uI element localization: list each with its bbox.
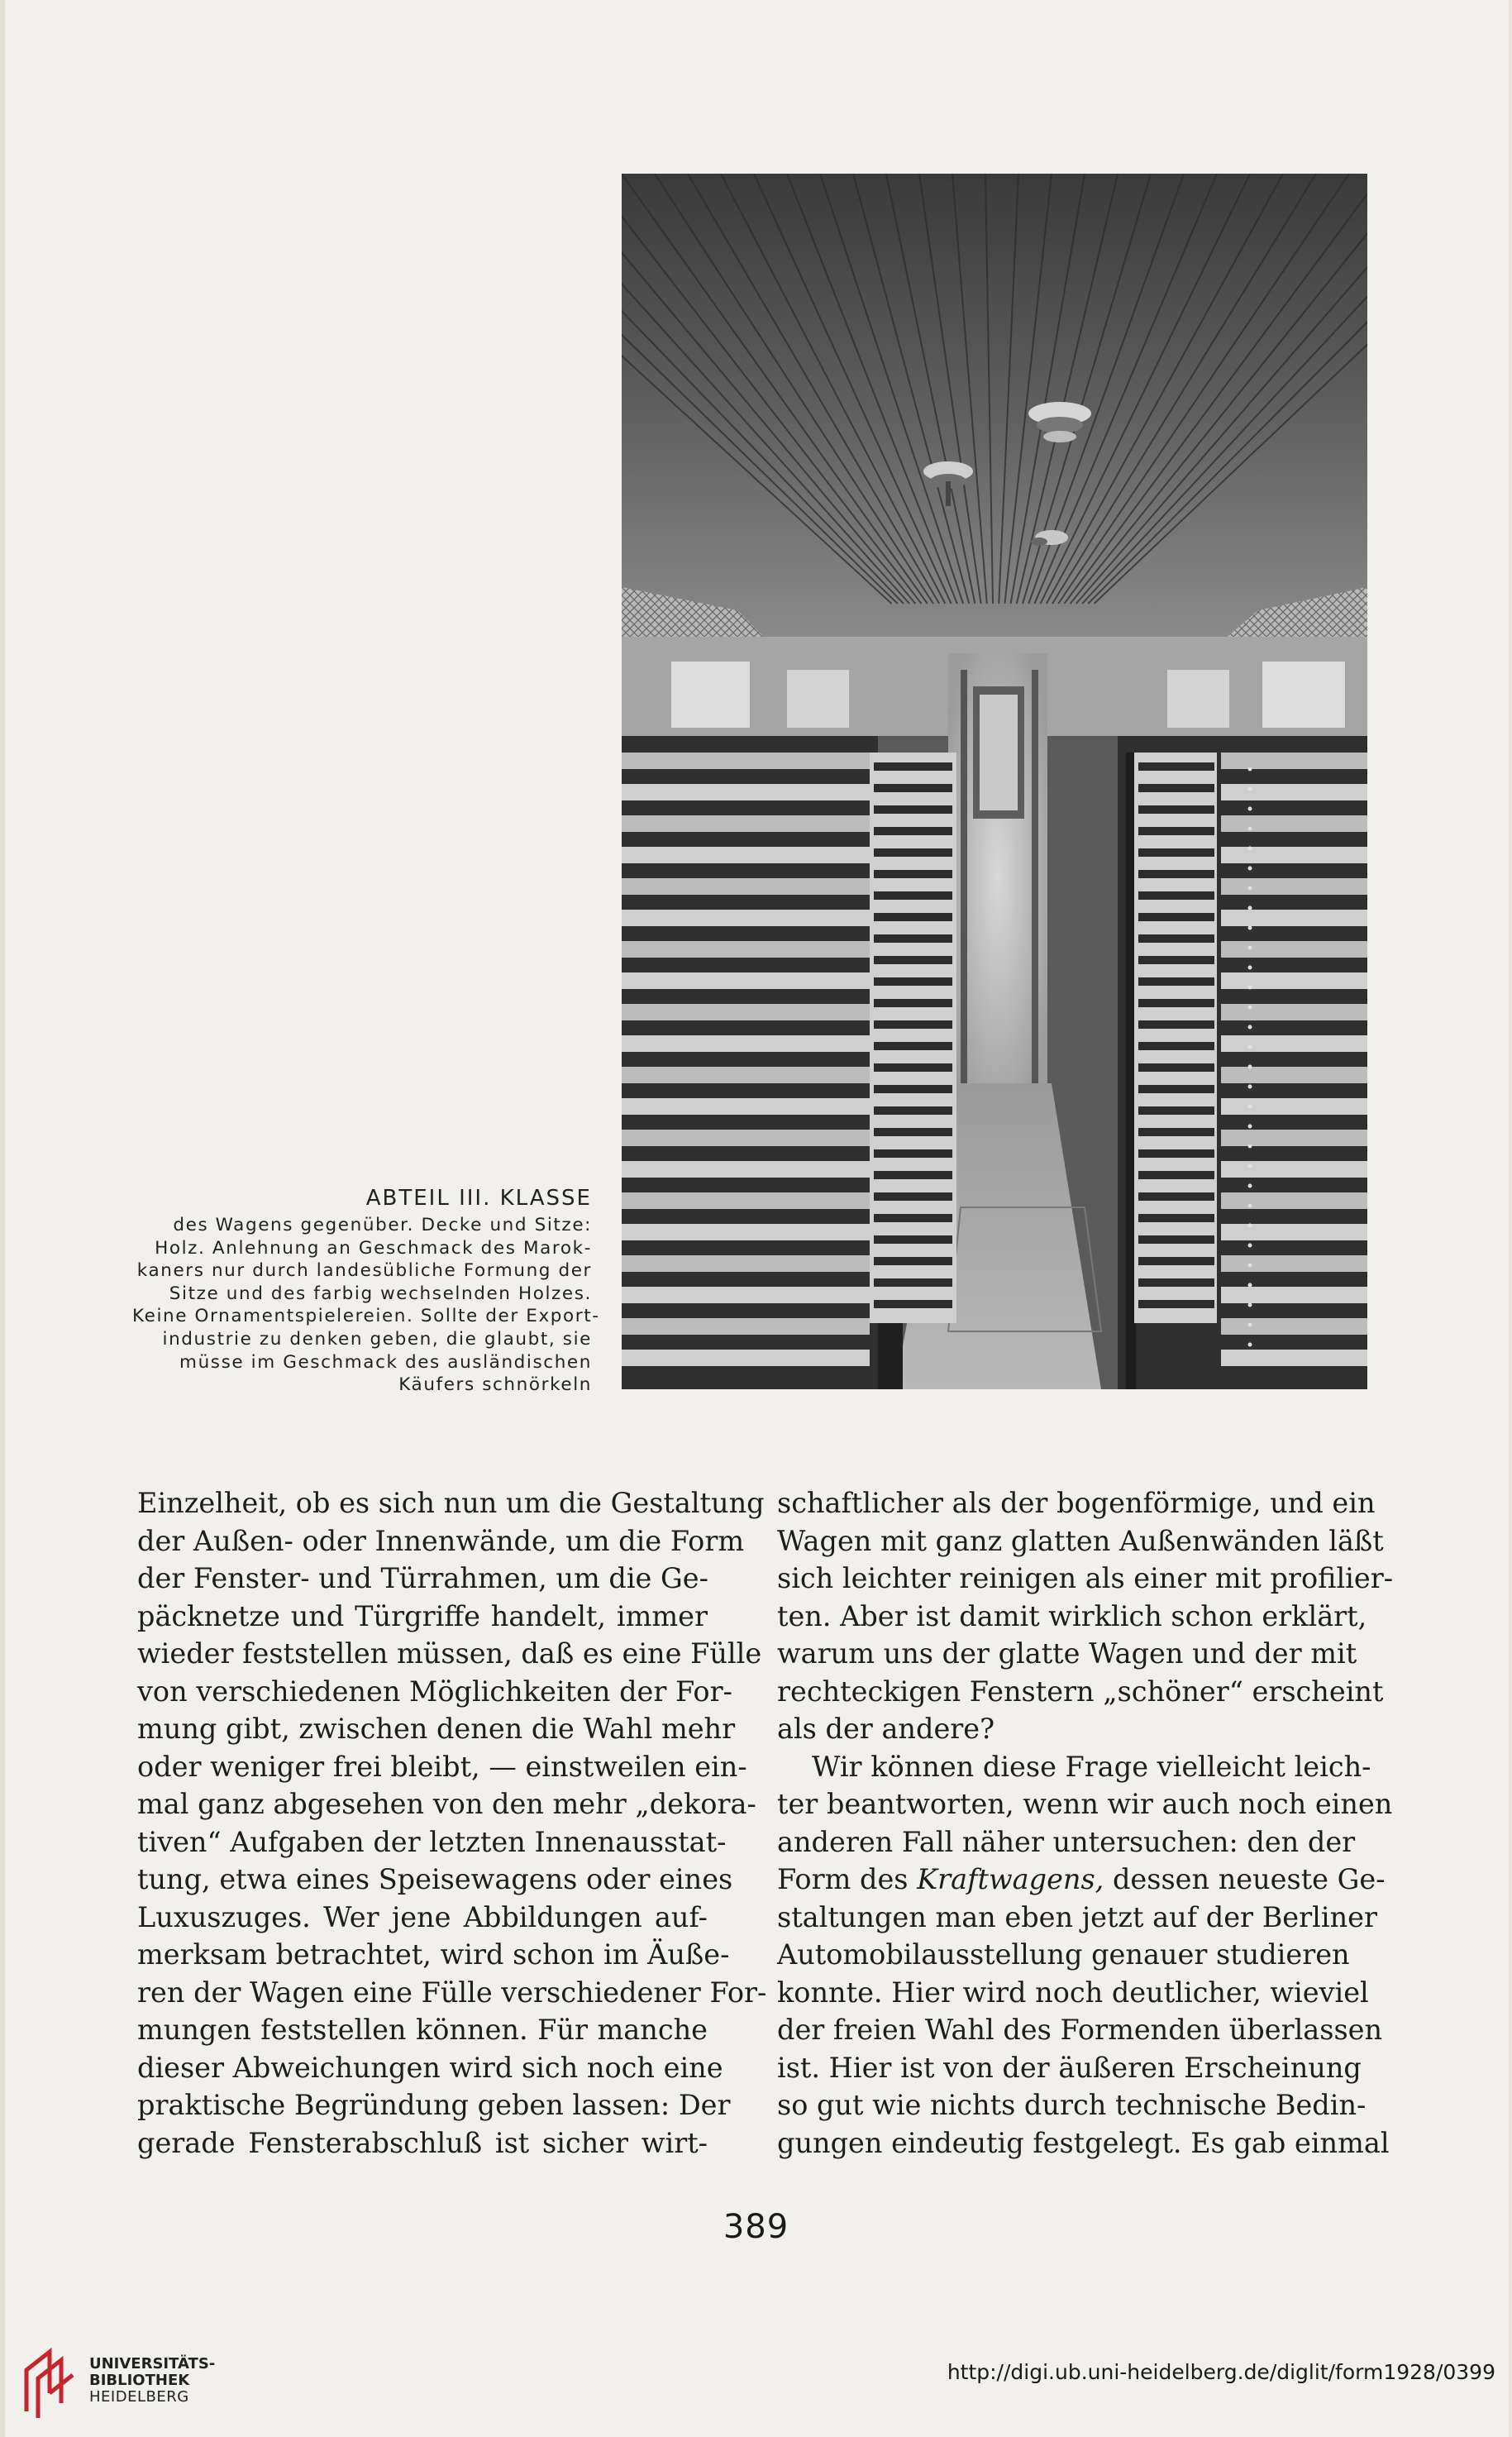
text-line: ren der Wagen eine Fülle verschiedener For- xyxy=(137,1976,767,2009)
caption-line: kaners nur durch landesübliche Formung der xyxy=(136,1260,592,1282)
text-line: schaftlicher als der bogenförmige, und ein xyxy=(777,1487,1376,1519)
text-line: als der andere? xyxy=(777,1713,995,1745)
text-line: der Außen- oder Innenwände, um die Form xyxy=(137,1524,745,1557)
caption-line: Keine Ornamentspielereien. Sollte der Export- xyxy=(132,1306,600,1327)
text-line: Einzelheit, ob es sich nun um die Gestaltung xyxy=(137,1487,765,1519)
caption-line: des Wagens gegenüber. Decke und Sitze: xyxy=(173,1215,592,1235)
caption-line: Käufers schnörkeln xyxy=(398,1374,592,1396)
text-line: merksam betrachtet, wird schon im Äuße- xyxy=(137,1938,730,1971)
text-line: dieser Abweichungen wird sich noch eine xyxy=(137,2051,723,2084)
text-line: der Fenster- und Türrahmen, um die Ge- xyxy=(137,1562,708,1594)
text-line: praktische Begründung geben lassen: Der xyxy=(137,2089,731,2121)
text-line: mungen feststellen können. Für manche xyxy=(137,2014,708,2046)
text-line: Wir können diese Frage vielleicht leich- xyxy=(812,1750,1371,1783)
text-line: tiven“ Aufgaben der letzten Innenausstat- xyxy=(137,1825,727,1858)
text-line: oder weniger frei bleibt, — einstweilen ein- xyxy=(137,1750,747,1783)
text-line: Wagen mit ganz glatten Außenwänden läßt xyxy=(777,1524,1384,1557)
emphasized-word: Kraftwagens, xyxy=(917,1863,1104,1895)
text-line: ten. Aber ist damit wirklich schon erklärt, xyxy=(777,1599,1367,1632)
library-name-line: UNIVERSITÄTS- xyxy=(89,2355,216,2372)
text-line: päcknetze und Türgriffe handelt, immer xyxy=(137,1599,708,1632)
text-fragment: dessen neueste Ge- xyxy=(1104,1863,1386,1895)
text-line: ist. Hier ist von der äußeren Erscheinung xyxy=(777,2051,1362,2084)
text-line: staltungen man eben jetzt auf der Berliner xyxy=(777,1900,1377,1933)
caption-line: müsse im Geschmack des ausländischen xyxy=(179,1351,592,1373)
text-line: ter beantworten, wenn wir auch noch einen xyxy=(777,1788,1393,1820)
text-fragment: Form des xyxy=(777,1863,918,1895)
text-line: wieder feststellen müssen, daß es eine Fülle xyxy=(137,1637,762,1670)
text-line: gungen eindeutig festgelegt. Es gab einmal xyxy=(777,2126,1390,2159)
caption-title: ABTEIL III. KLASSE xyxy=(365,1186,592,1211)
text-line: anderen Fall näher untersuchen: den der xyxy=(777,1825,1356,1858)
text-line: Automobilausstellung genauer studieren xyxy=(777,1938,1350,1971)
text-line: Luxuszuges. Wer jene Abbildungen auf- xyxy=(137,1900,708,1933)
text-line: gerade Fensterabschluß ist sicher wirt- xyxy=(137,2126,708,2159)
text-line: so gut wie nichts durch technische Bedin- xyxy=(777,2089,1367,2121)
source-url-link[interactable]: http://digi.ub.uni-heidelberg.de/diglit/form1928/0399 xyxy=(947,2360,1495,2384)
text-line: von verschiedenen Möglichkeiten der For- xyxy=(137,1675,732,1708)
caption-line: Sitze und des farbig wechselnden Holzes. xyxy=(169,1283,592,1304)
page-number: 389 xyxy=(723,2208,789,2246)
compartment-photograph xyxy=(622,174,1367,1389)
caption-line: industrie zu denken geben, die glaubt, sie xyxy=(162,1328,592,1350)
caption-line: Holz. Anlehnung an Geschmack des Marok- xyxy=(155,1237,592,1259)
text-line: rechteckigen Fenstern „schöner“ erscheint xyxy=(777,1675,1384,1708)
text-column-right xyxy=(777,1484,1394,2162)
text-line xyxy=(777,1861,1386,1899)
library-name-line: HEIDELBERG xyxy=(89,2388,189,2406)
text-line: der freien Wahl des Formenden überlassen xyxy=(777,2014,1383,2046)
text-line: konnte. Hier wird noch deutlicher, wieviel xyxy=(777,1976,1369,2009)
library-name-line: BIBLIOTHEK xyxy=(89,2372,190,2389)
text-line: mung gibt, zwischen denen die Wahl mehr xyxy=(137,1713,736,1745)
text-line: tung, etwa eines Speisewagens oder eines xyxy=(137,1863,733,1895)
library-name xyxy=(89,2356,215,2406)
photo-caption xyxy=(132,1184,600,1397)
text-line: warum uns der glatte Wagen und der mit xyxy=(777,1637,1357,1670)
ub-heidelberg-logo-icon xyxy=(20,2345,81,2420)
text-line: sich leichter reinigen als einer mit profilier- xyxy=(777,1562,1394,1594)
text-line: mal ganz abgesehen von den mehr „dekora- xyxy=(137,1788,756,1820)
text-column-left xyxy=(137,1484,767,2162)
